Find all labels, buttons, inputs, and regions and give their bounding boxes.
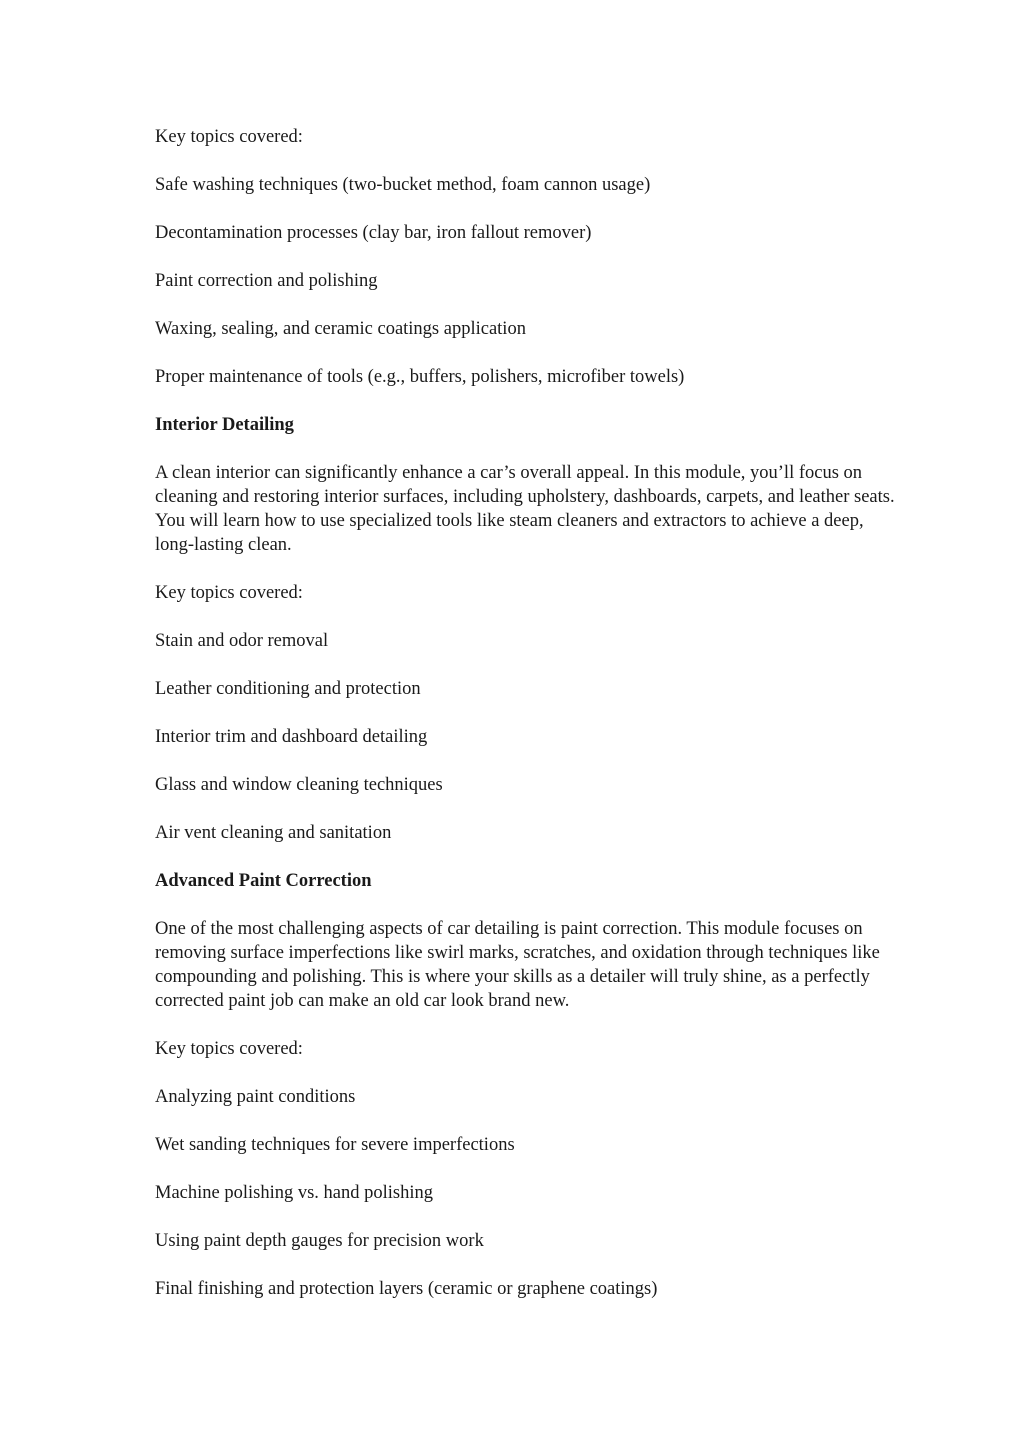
key-topics-label: Key topics covered: (155, 1039, 303, 1059)
topic-item: Leather conditioning and protection (155, 679, 421, 699)
topic-item: Final finishing and protection layers (ceramic or graphene coatings) (155, 1279, 658, 1299)
topic-item: Analyzing paint conditions (155, 1087, 356, 1107)
section-paragraph: A clean interior can significantly enhance a car’s overall appeal. In this module, you’ll focus on cleaning and restoring interior surfaces, including upholstery, dashboards, carpets, and leather seats. You will learn how to use specialized tools like steam cleaners and extractors to achieve a deep, long-lasting clean. (155, 463, 895, 555)
section-heading-interior-detailing: Interior Detailing (155, 415, 294, 435)
topic-item: Air vent cleaning and sanitation (155, 823, 392, 843)
topic-item: Stain and odor removal (155, 631, 329, 651)
topic-item: Waxing, sealing, and ceramic coatings application (155, 319, 526, 339)
section-heading-advanced-paint-correction: Advanced Paint Correction (155, 871, 372, 891)
topic-item: Decontamination processes (clay bar, iron fallout remover) (155, 223, 592, 243)
key-topics-label: Key topics covered: (155, 583, 303, 603)
topic-item: Proper maintenance of tools (e.g., buffers, polishers, microfiber towels) (155, 367, 685, 387)
topic-item: Interior trim and dashboard detailing (155, 727, 428, 747)
key-topics-label: Key topics covered: (155, 127, 303, 147)
topic-item: Machine polishing vs. hand polishing (155, 1183, 433, 1203)
topic-item: Wet sanding techniques for severe imperfections (155, 1135, 515, 1155)
topic-item: Using paint depth gauges for precision work (155, 1231, 484, 1251)
document-page (155, 125, 895, 1325)
topic-item: Safe washing techniques (two-bucket method, foam cannon usage) (155, 175, 651, 195)
section-paragraph: One of the most challenging aspects of car detailing is paint correction. This module focuses on removing surface imperfections like swirl marks, scratches, and oxidation through techniques like compounding and polishing. This is where your skills as a detailer will truly shine, as a perfectly corrected paint job can make an old car look brand new. (155, 919, 880, 1011)
topic-item: Paint correction and polishing (155, 271, 378, 291)
topic-item: Glass and window cleaning techniques (155, 775, 443, 795)
